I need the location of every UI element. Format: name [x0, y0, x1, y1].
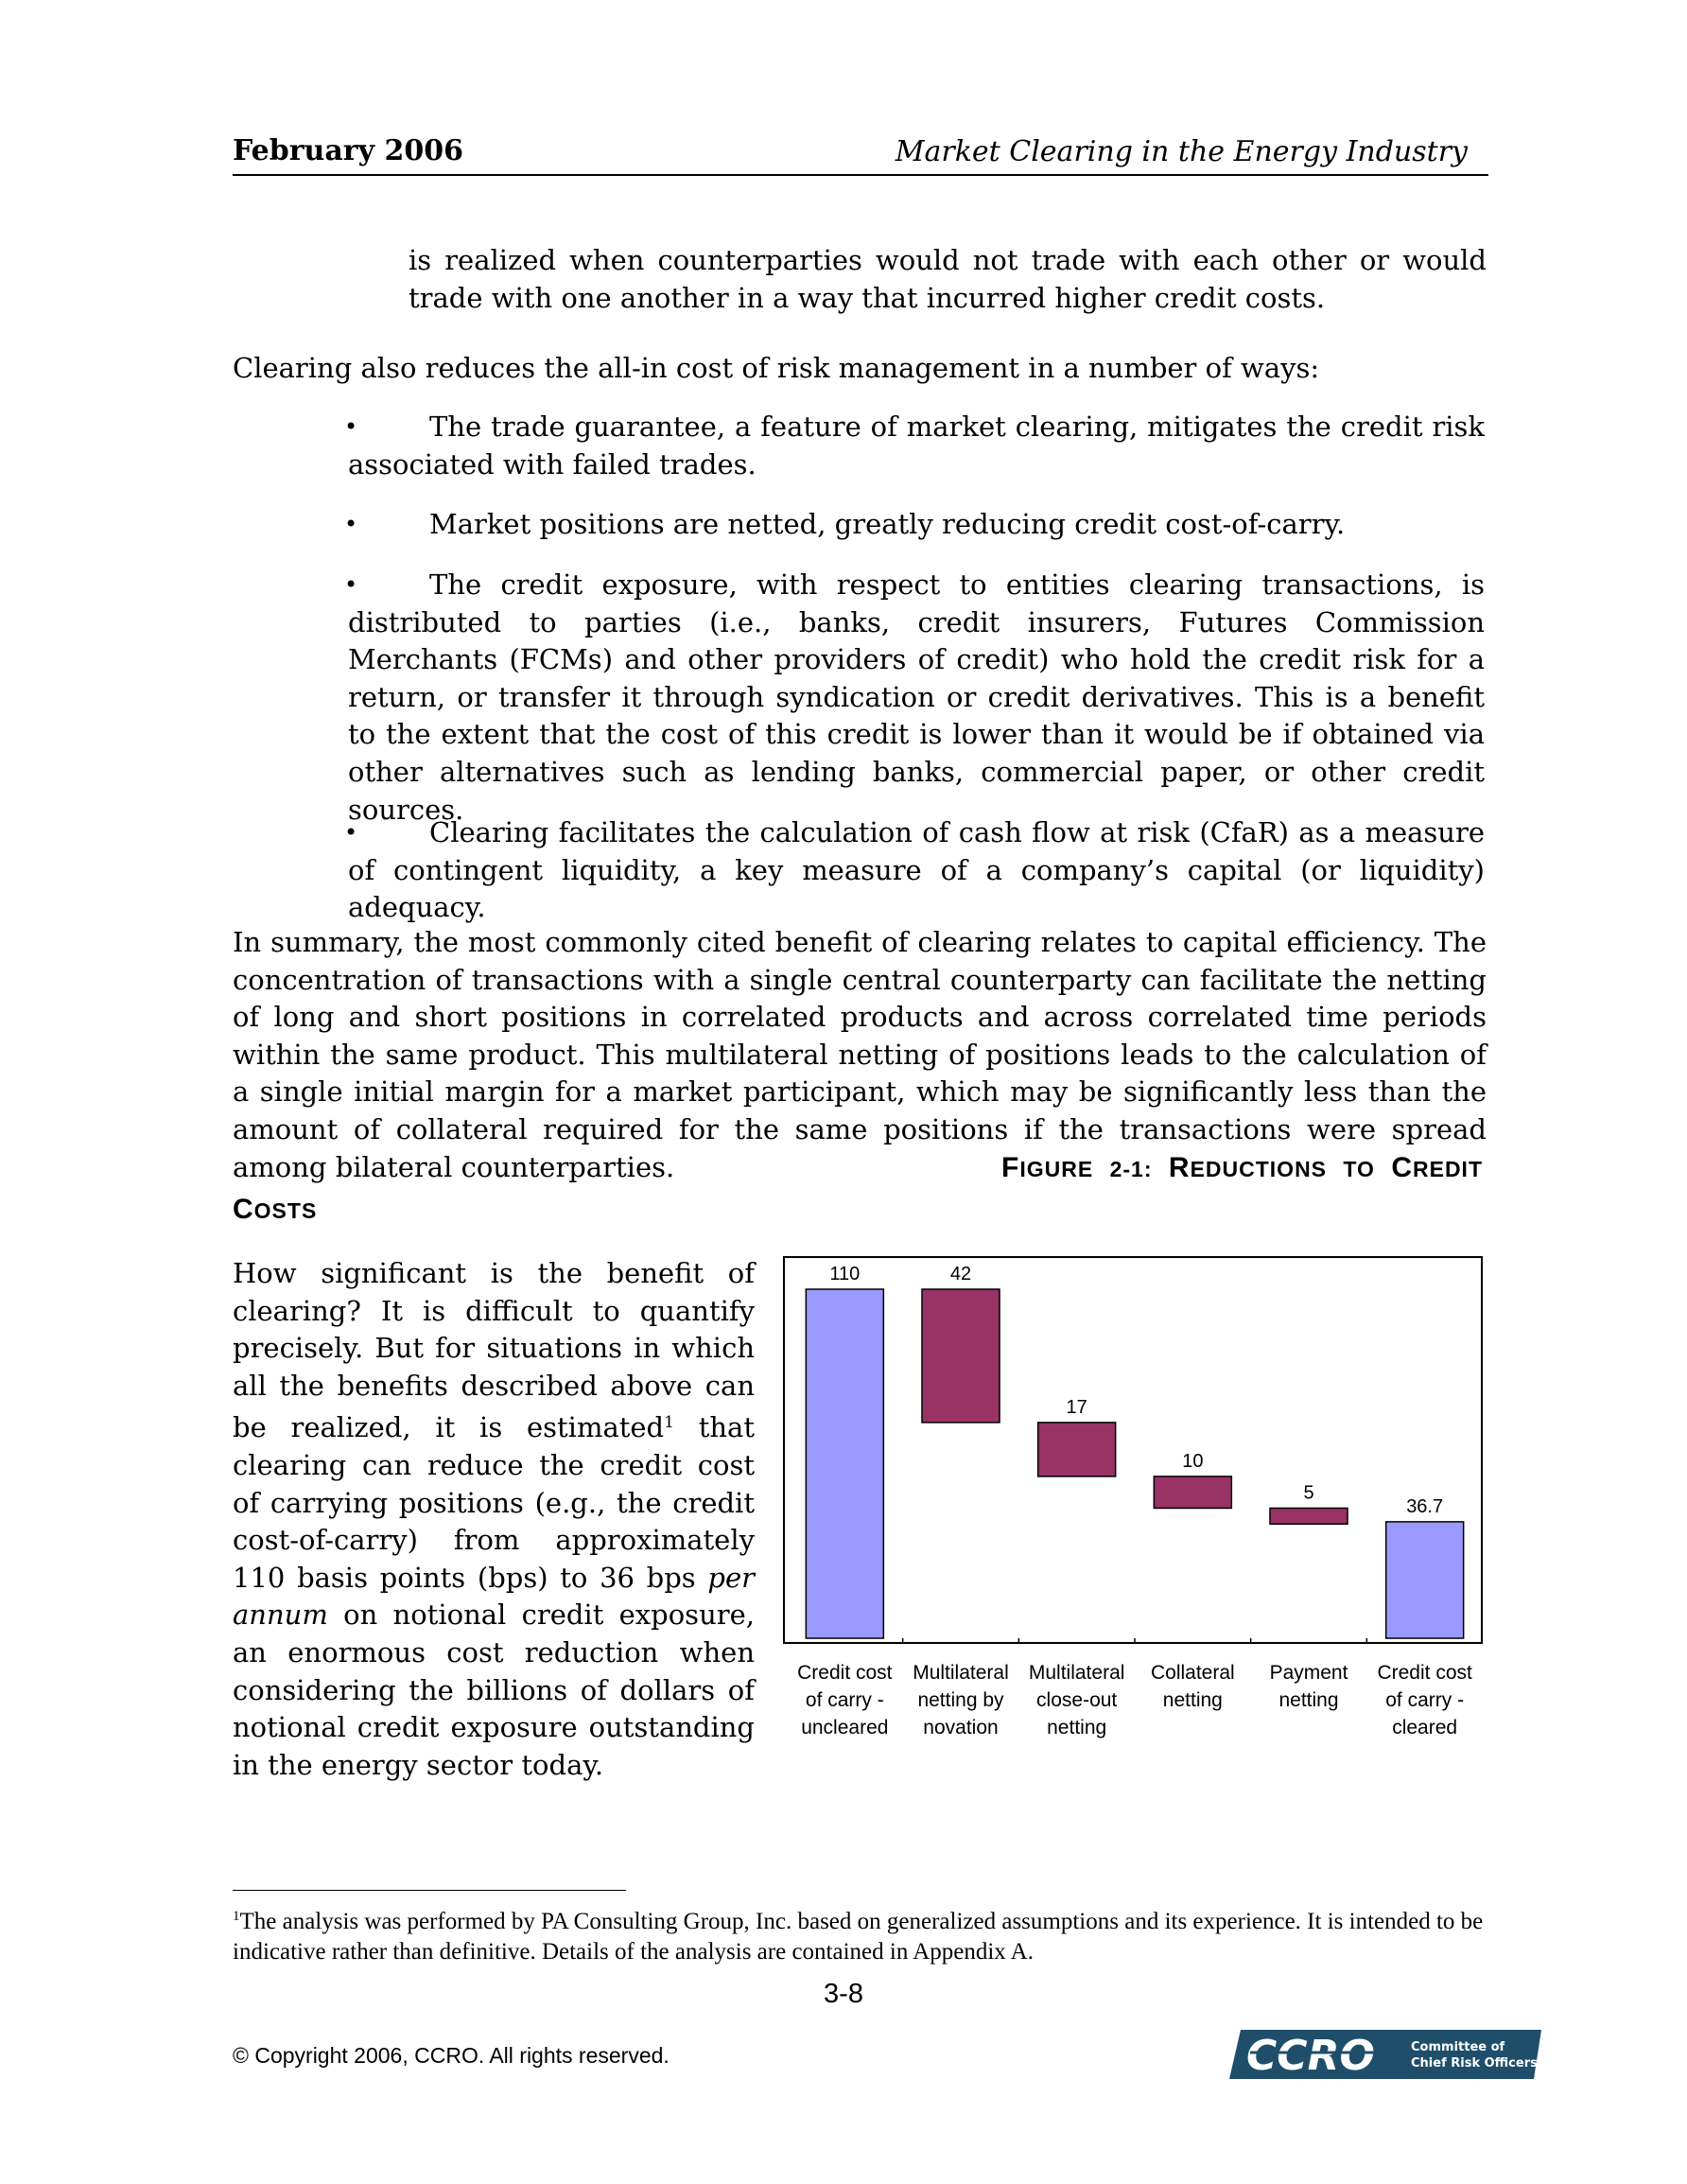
category-label-line: netting	[1162, 1689, 1223, 1711]
logo-line-2: Chief Risk Officers	[1411, 2056, 1538, 2070]
category-label-line: novation	[923, 1717, 999, 1738]
category-label	[1136, 1659, 1249, 1714]
data-label: 110	[829, 1264, 861, 1284]
data-label: 17	[1066, 1396, 1087, 1418]
category-label-line: cleared	[1392, 1717, 1458, 1738]
logo-line-1: Committee of	[1411, 2040, 1505, 2054]
clearing-intro: Clearing also reduces the all-in cost of risk management in a number of ways:	[233, 352, 1320, 384]
category-label-line: close-out	[1036, 1689, 1118, 1711]
bullet-cfar	[344, 814, 1485, 927]
bullet-icon: •	[344, 819, 358, 846]
bullet-icon: •	[344, 511, 358, 537]
category-label	[788, 1659, 901, 1741]
category-label-line: netting	[1278, 1689, 1339, 1711]
data-label: 5	[1303, 1482, 1314, 1504]
page-number: 3-8	[824, 1979, 863, 2009]
category-label-line: Payment	[1269, 1662, 1348, 1684]
header-date: February 2006	[233, 134, 463, 167]
data-label: 10	[1182, 1450, 1204, 1472]
logo-mark: CCRO	[1246, 2032, 1375, 2079]
bullet-text: Market positions are netted, greatly reducing credit cost-of-carry.	[429, 508, 1346, 540]
category-label-line: Collateral	[1150, 1662, 1235, 1684]
category-label	[904, 1659, 1017, 1741]
category-label-line: uncleared	[801, 1717, 889, 1738]
footnote-text: The analysis was performed by PA Consulting Group, Inc. based on generalized assumptions and its experience. It is intended to be indicative rather than definitive. Details of the analysis are contained in Appendix A.	[233, 1909, 1484, 1965]
header-rule	[233, 174, 1488, 176]
category-label-line: Multilateral	[1028, 1662, 1125, 1684]
copyright: © Copyright 2006, CCRO. All rights reserved.	[233, 2043, 670, 2068]
bar-uncleared	[806, 1289, 883, 1638]
bullet-text: The credit exposure, with respect to entities clearing transactions, is distributed to parties (i.e., banks, credit insurers, Futures Commission Merchants (FCMs) and other providers of credit) who hold the credit risk for a return, or transfer it through syndication or credit derivatives. This is a benefit to the extent that the cost of this credit is lower than it would be if obtained via other alternatives such as lending banks, commercial paper, or other credit sources.	[348, 568, 1485, 826]
category-label-line: of carry -	[805, 1689, 884, 1711]
footnote-reference[interactable]: 1	[664, 1413, 674, 1433]
category-label	[1368, 1659, 1482, 1741]
header-title: Market Clearing in the Energy Industry	[895, 135, 1468, 168]
ccro-logo	[1229, 2030, 1541, 2079]
category-label-line: Credit cost	[1377, 1662, 1472, 1684]
summary-paragraph: In summary, the most commonly cited benefit of clearing relates to capital efficiency. The concentration of transactions with a single central counterparty can facilitate the netting of long and short positions in correlated products and across correlated time periods within the same product. This multilateral netting of positions leads to the calculation of a single initial margin for a market participant, which may be significantly less than the amount of collateral required for the same positions if the transactions were spread among bilateral counterparties.	[233, 926, 1487, 1183]
category-label	[1252, 1659, 1365, 1714]
bar-payment-netting	[1270, 1508, 1348, 1524]
category-label-line: Multilateral	[913, 1662, 1009, 1684]
side-paragraph: How significant is the benefit of clearing? It is difficult to quantify precisely. But for situations in which all the benefits described above can be realized, it is estimated$^1$ that clearing can reduce the credit cost of carrying positions (e.g., the credit cost-of-carry) from approximately 110 basis points (bps) to 36 bps per annum on notional credit exposure, an enormous cost reduction when considering the billions of dollars of notional credit exposure outstanding in the energy sector today.	[233, 1257, 755, 1781]
bar-collateral-netting	[1154, 1476, 1231, 1509]
data-label: 36.7	[1406, 1495, 1444, 1517]
category-label-line: Credit cost	[797, 1662, 893, 1684]
footnote	[233, 1901, 1490, 1967]
intro-continuation: is realized when counterparties would not trade with each other or would trade with one another in a way that incurred higher credit costs.	[409, 244, 1487, 314]
bullet-netting	[344, 506, 1485, 544]
figure-title: FIGURE 2-1: REDUCTIONS TO CREDIT	[1001, 1152, 1483, 1183]
bar-novation-netting	[922, 1289, 1000, 1423]
category-label-line: of carry -	[1385, 1689, 1465, 1711]
bullet-icon: •	[344, 413, 358, 440]
bar-cleared	[1386, 1522, 1464, 1638]
bullet-text: Clearing facilitates the calculation of cash flow at risk (CfaR) as a measure of contingent liquidity, a key measure of a company’s capital (or liquidity) adequacy.	[348, 816, 1485, 924]
waterfall-chart	[783, 1256, 1483, 1644]
category-label-line: netting	[1047, 1717, 1107, 1738]
chart-plot-area	[785, 1258, 1481, 1642]
footnote-rule	[233, 1890, 626, 1891]
bullet-trade-guarantee	[344, 409, 1485, 483]
bullet-credit-exposure	[344, 567, 1485, 829]
category-label-line: netting by	[917, 1689, 1004, 1711]
data-label: 42	[949, 1264, 972, 1284]
figure-title-continued: COSTS	[233, 1194, 318, 1225]
footnote-number: 1	[233, 1909, 240, 1924]
bullet-icon: •	[344, 571, 358, 598]
category-label	[1020, 1659, 1134, 1741]
bullet-text: The trade guarantee, a feature of market clearing, mitigates the credit risk associated with failed trades.	[348, 411, 1485, 480]
bar-closeout-netting	[1038, 1423, 1116, 1476]
